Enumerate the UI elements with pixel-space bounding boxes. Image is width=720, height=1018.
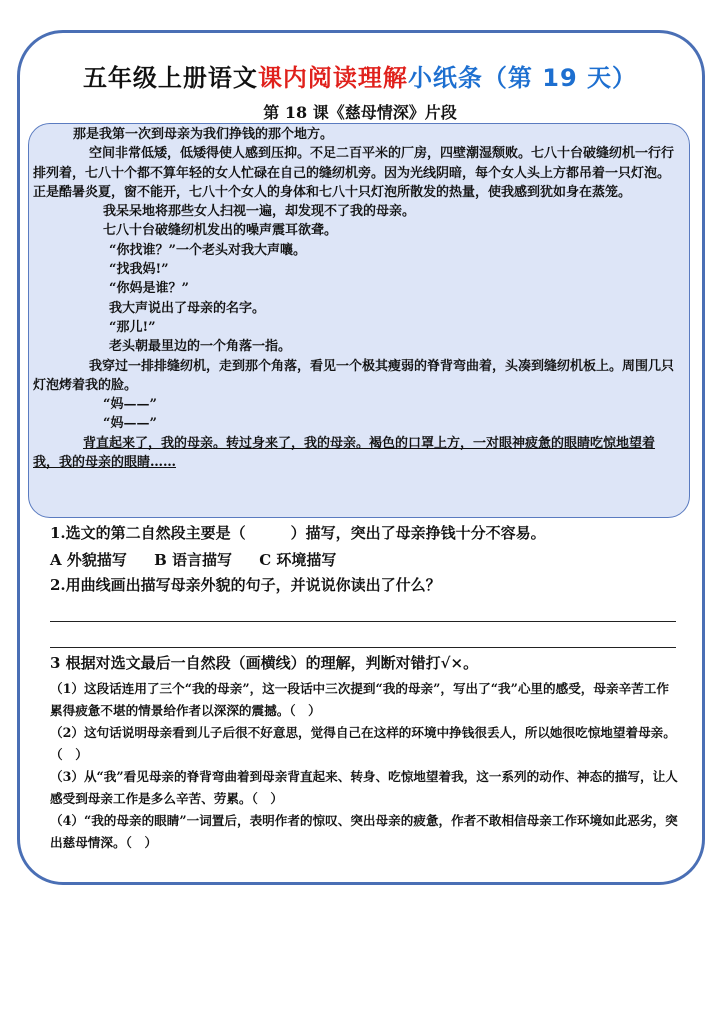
- passage-paragraph: “妈——”: [103, 416, 157, 432]
- passage-paragraph: “你妈是谁？”: [109, 281, 189, 297]
- answer-line[interactable]: [50, 647, 676, 648]
- passage-paragraph: 我大声说出了母亲的名字。: [109, 300, 266, 316]
- judgement-item: （2）这句话说明母亲看到儿子后很不好意思，觉得自己在这样的环境中挣钱很丢人，所以她很吃惊地望着母亲。（ ）: [50, 725, 676, 762]
- option-a[interactable]: A 外貌描写: [50, 551, 127, 569]
- question-1: 1.选文的第二自然段主要是（ ）描写，突出了母亲挣钱十分不容易。: [50, 524, 546, 542]
- question-3: 3 根据对选文最后一自然段（画横线）的理解，判断对错打√×。: [50, 654, 479, 672]
- passage-paragraph: 空间非常低矮，低矮得使人感到压抑。不足二百平米的厂房，四壁潮湿颓败。七八十台破缝纫机一行行排列着，七八十个都不算年轻的女人忙碌在自己的缝纫机旁。因为光线阴暗，每个女人头上方都吊着一只灯泡。正是酷暑炎夏，窗不能开，七八十个女人的身体和七八十只灯泡所散发的热量，使我感到犹如身在蒸笼。: [33, 146, 675, 200]
- option-c[interactable]: C 环境描写: [259, 551, 337, 569]
- question-2: 2.用曲线画出描写母亲外貌的句子，并说说你读出了什么？: [50, 576, 441, 594]
- title-grade-subject: 五年级上册语文: [82, 64, 258, 92]
- passage-paragraph: “你找谁？”一个老头对我大声嚷。: [109, 242, 306, 258]
- answer-line[interactable]: [50, 621, 676, 622]
- passage-paragraph: 那是我第一次到母亲为我们挣钱的那个地方。: [73, 127, 334, 142]
- title-day: 小纸条（第 19 天）: [407, 64, 638, 92]
- lesson-subtitle: 第 18 课《慈母情深》片段: [263, 103, 457, 122]
- question-1-options: [50, 549, 358, 570]
- worksheet-title: [0, 58, 720, 93]
- reading-passage: [28, 123, 690, 518]
- judgement-item: （3）从“我”看见母亲的脊背弯曲着到母亲背直起来、转身、吃惊地望着我，这一系列的动作、神态的描写，让人感受到母亲工作是多么辛苦、劳累。（ ）: [50, 769, 678, 806]
- judgement-items: [50, 678, 678, 854]
- option-b[interactable]: B 语言描写: [154, 551, 233, 569]
- passage-paragraph: 我呆呆地将那些女人扫视一遍，却发现不了我的母亲。: [103, 204, 416, 220]
- judgement-item: （4）“我的母亲的眼睛”一词置后，表明作者的惊叹、突出母亲的疲惫，作者不敢相信母亲工作环境如此恶劣，突出慈母情深。（ ）: [50, 813, 678, 850]
- passage-paragraph: 我穿过一排排缝纫机，走到那个角落，看见一个极其瘦弱的脊背弯曲着，头凑到缝纫机板上。周围几只灯泡烤着我的脸。: [33, 358, 675, 393]
- title-topic: 课内阅读理解: [257, 64, 408, 92]
- passage-paragraph: “找我妈!”: [109, 262, 169, 278]
- passage-paragraph: “那儿!”: [109, 319, 156, 335]
- passage-underlined-paragraph: 背直起来了，我的母亲。转过身来了，我的母亲。褐色的口罩上方，一对眼神疲惫的眼睛吃惊地望着我，我的母亲的眼睛……: [33, 435, 656, 471]
- judgement-item: （1）这段话连用了三个“我的母亲”，这一段话中三次提到“我的母亲”，写出了“我”心里的感受，母亲辛苦工作累得疲惫不堪的情景给作者以深深的震撼。（ ）: [50, 681, 669, 718]
- passage-paragraph: 老头朝最里边的一个角落一指。: [109, 339, 292, 355]
- passage-paragraph: “妈——”: [103, 397, 157, 413]
- passage-paragraph: 七八十台破缝纫机发出的噪声震耳欲聋。: [103, 223, 338, 239]
